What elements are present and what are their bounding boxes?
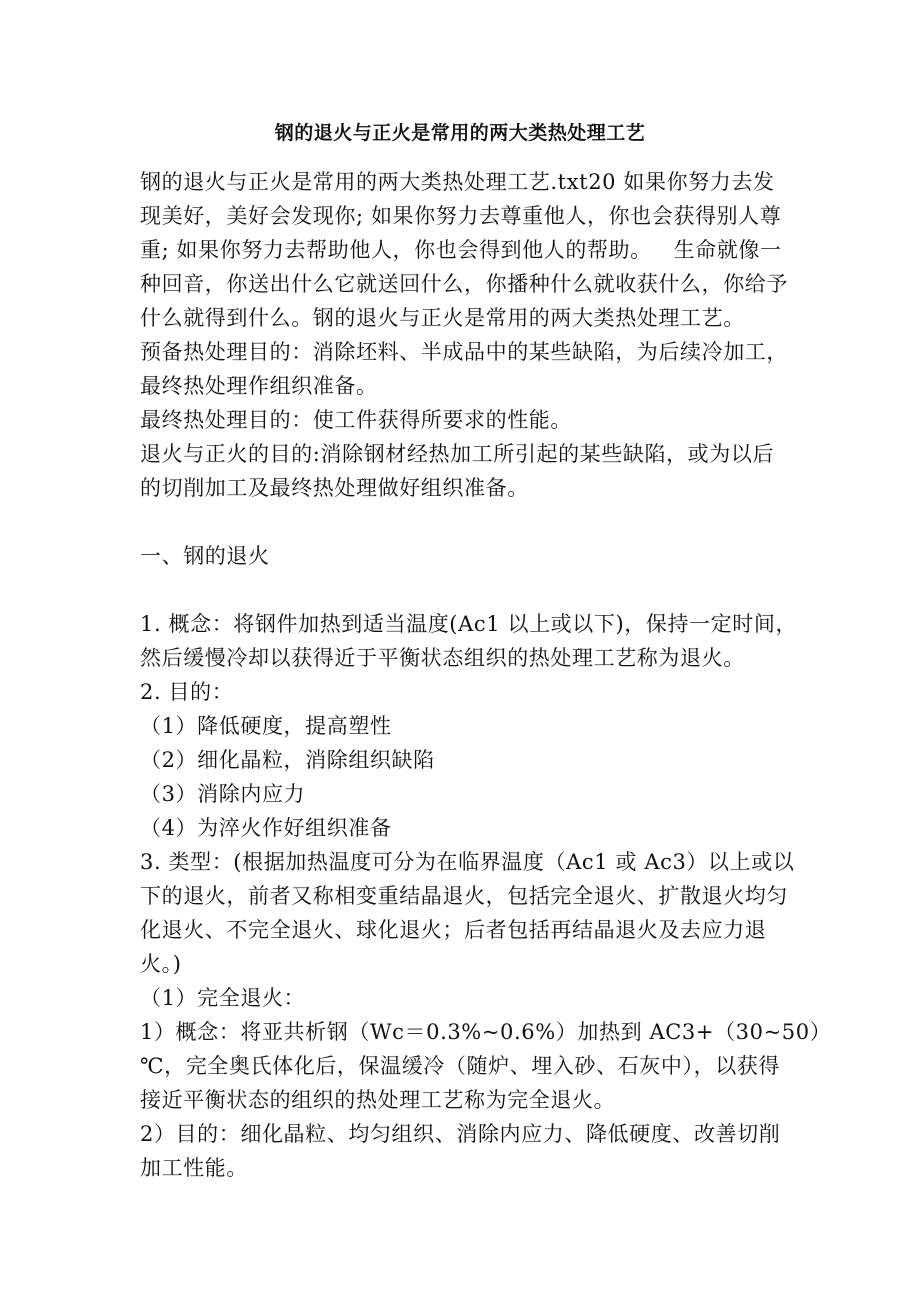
text-line: 3. 类型：(根据加热温度可分为在临界温度（Ac1 或 Ac3）以上或以: [140, 850, 795, 874]
text-line: 现美好，美好会发现你; 如果你努力去尊重他人，你也会获得别人尊: [140, 204, 782, 228]
blank-line: [140, 505, 800, 539]
text-line: ℃，完全奥氏体化后，保温缓冷（随炉、埋入砂、石灰中），以获得: [140, 1054, 780, 1078]
text-line: 钢的退火与正火是常用的两大类热处理工艺.txt20 如果你努力去发: [140, 170, 775, 194]
text-line: （2）细化晶粒，消除组织缺陷: [140, 748, 435, 772]
text-line: 加工性能。: [140, 1156, 248, 1180]
text-line: （1）完全退火：: [140, 986, 306, 1010]
text-line: 退火与正火的目的:消除钢材经热加工所引起的某些缺陷，或为以后: [140, 442, 775, 466]
text-line: 接近平衡状态的组织的热处理工艺称为完全退火。: [140, 1088, 616, 1112]
text-line: 下的退火，前者又称相变重结晶退火，包括完全退火、扩散退火均匀: [140, 884, 788, 908]
blank-line: [140, 573, 800, 607]
text-line: 预备热处理目的：消除坯料、半成品中的某些缺陷，为后续冷加工，: [140, 340, 788, 364]
text-line: 2）目的：细化晶粒、均匀组织、消除内应力、降低硬度、改善切削: [140, 1122, 781, 1146]
text-line: （1）降低硬度，提高塑性: [140, 714, 392, 738]
text-line: 然后缓慢冷却以获得近于平衡状态组织的热处理工艺称为退火。: [140, 646, 745, 670]
text-line: 化退火、不完全退火、球化退火；后者包括再结晶退火及去应力退: [140, 918, 767, 942]
document-body: [140, 165, 832, 1185]
text-line: （4）为淬火作好组织准备: [140, 816, 392, 840]
text-line: 1）概念：将亚共析钢（Wc＝0.3%~0.6%）加热到 AC3+（30~50）: [140, 1020, 832, 1044]
text-line: 火。): [140, 952, 182, 976]
text-line: 重; 如果你努力去帮助他人，你也会得到他人的帮助。 生命就像一: [140, 238, 782, 262]
text-line: 1. 概念：将钢件加热到适当温度(Ac1 以上或以下)，保持一定时间，: [140, 612, 798, 636]
text-line: 最终热处理目的：使工件获得所要求的性能。: [140, 408, 572, 432]
document-title: 钢的退火与正火是常用的两大类热处理工艺: [274, 122, 646, 144]
text-line: 2. 目的：: [140, 680, 234, 704]
text-line: 种回音，你送出什么它就送回什么，你播种什么就收获什么，你给予: [140, 272, 788, 296]
text-line: 一、钢的退火: [140, 544, 270, 568]
text-line: 最终热处理作组织准备。: [140, 374, 378, 398]
text-line: 的切削加工及最终热处理做好组织准备。: [140, 476, 529, 500]
text-line: （3）消除内应力: [140, 782, 306, 806]
text-line: 什么就得到什么。钢的退火与正火是常用的两大类热处理工艺。: [140, 306, 745, 330]
